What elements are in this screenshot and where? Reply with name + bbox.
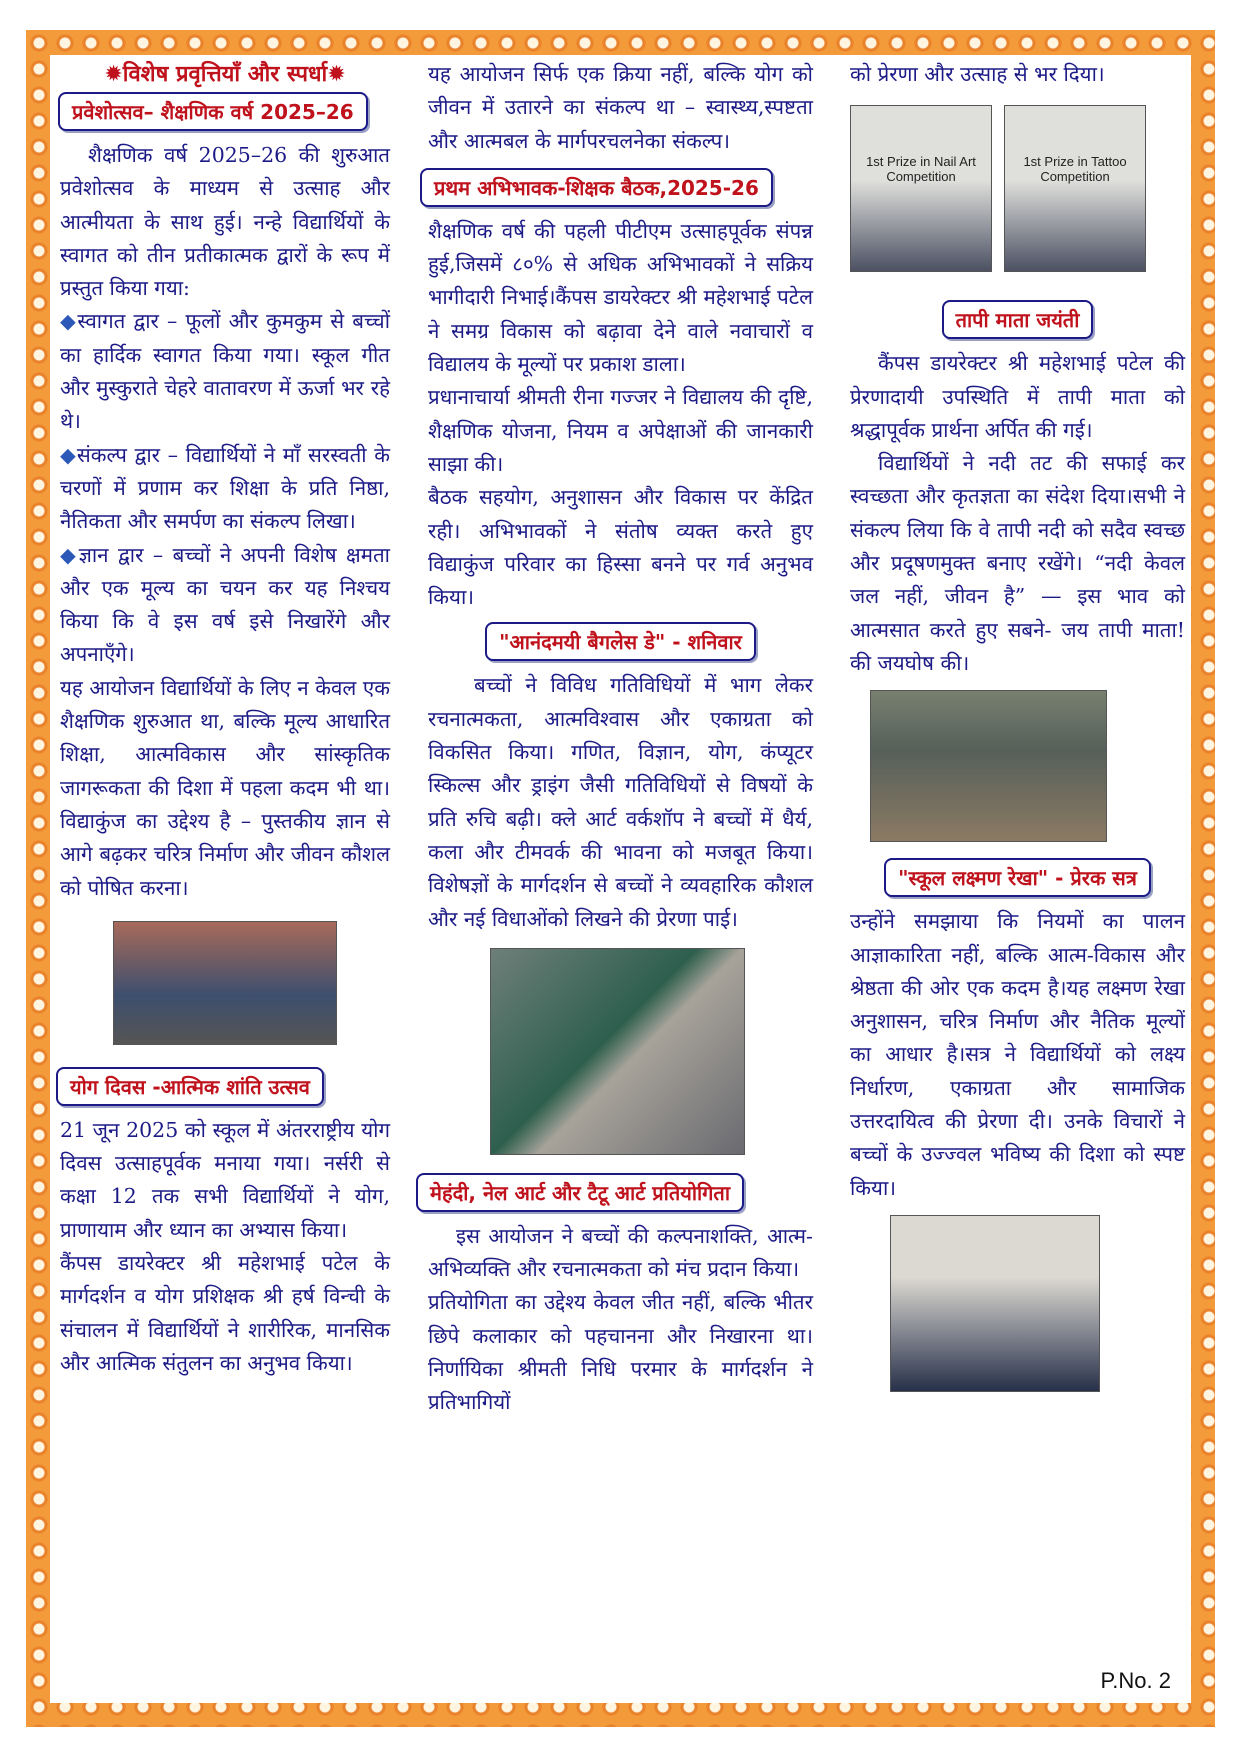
bagless-day-collage-photo — [490, 948, 745, 1155]
section-head-yoga-day: योग दिवस -आत्मिक शांति उत्सव — [56, 1067, 324, 1106]
ptm-p2: प्रधानाचार्या श्रीमती रीना गज्जर ने विद्यालय की दृष्टि, शैक्षणिक योजना, नियम व अपेक्षाओं की जानकारी साझा की। — [428, 385, 813, 476]
mehndi-p2: प्रतियोगिता का उद्देश्य केवल जीत नहीं, बल्कि भीतर छिपे कलाकार को पहचानना और निखारना था। निर्णायिका श्रीमती निधि परमार के मार्गदर्शन ने प्रतिभागियों — [428, 1290, 813, 1415]
section-head-praveshotsav: प्रवेशोत्सव– शैक्षणिक वर्ष 2025–26 — [58, 92, 368, 131]
diamond-bullet-icon: ◆ — [60, 442, 77, 467]
river-cleaning-photo — [870, 690, 1107, 842]
tapi-p1: कैंपस डायरेक्टर श्री महेशभाई पटेल की प्रेरणादायी उपस्थिति में तापी माता को श्रद्धापूर्वक प्रार्थना अर्पित की गई। — [850, 351, 1185, 442]
yoga-day-p1: 21 जून 2025 को स्कूल में अंतरराष्ट्रीय योग दिवस उत्साहपूर्वक मनाया गया। नर्सरी से कक्षा 12 तक सभी विद्यार्थियों ने योग, प्राणायाम और ध्यान का अभ्यास किया। — [60, 1117, 390, 1242]
lakshman-rekha-p1: उन्होंने समझाया कि नियमों का पालन आज्ञाकारिता नहीं, बल्कि आत्म-विकास और श्रेष्ठता की ओर एक कदम है।यह लक्ष्मण रेखा अनुशासन, चरित्र निर्माण और नैतिक मूल्यों का आधार है।सत्र ने विद्यार्थियों को लक्ष्य निर्धारण, एकाग्रता और सामाजिक उत्तरदायित्व की प्रेरणा दी। उनके विचारों ने बच्चों के उज्ज्वल भविष्य की दिशा को स्पष्ट किया। — [850, 909, 1185, 1200]
praveshotsav-conclusion: यह आयोजन विद्यार्थियों के लिए न केवल एक शैक्षणिक शुरुआत था, बल्कि मूल्य आधारित शिक्षा, आत्मविकास और सांस्कृतिक जागरूकता की दिशा में पहला कदम भी था। विद्याकुंज का उद्देश्य है – पुस्तकीय ज्ञान से आगे बढ़कर चरित्र निर्माण और जीवन कौशल को पोषित करना। — [60, 675, 390, 900]
tapi-p2: विद्यार्थियों ने नदी तट की सफाई कर स्वच्छता और कृतज्ञता का संदेश दिया।सभी ने संकल्प लिया कि वे तापी नदी को सदैव स्वच्छ और प्रदूषणमुक्त बनाए रखेंगे। “नदी केवल जल नहीं, जीवन है” — इस भाव को आत्मसात करते हुए सबने- जय तापी माता! की जयघोष की। — [850, 451, 1185, 675]
yoga-day-continued: यह आयोजन सिर्फ एक क्रिया नहीं, बल्कि योग को जीवन में उतारने का संकल्प था – स्वास्थ्य,स्पष्टता और आत्मबल के मार्गपरचलनेका संकल्प। — [428, 62, 813, 153]
praveshotsav-bullet-3: ◆ज्ञान द्वार – बच्चों ने अपनी विशेष क्षमता और एक मूल्य का चयन कर यह निश्चय किया कि वे इस वर्ष इसे निखारेंगे और अपनाएँगे। — [60, 542, 390, 667]
column-1 — [60, 58, 390, 1380]
section-head-tapi-mata: तापी माता जयंती — [942, 300, 1094, 339]
yoga-day-p2: कैंपस डायरेक्टर श्री महेशभाई पटेल के मार्गदर्शन व योग प्रशिक्षक श्री हर्ष विन्ची के संचालन में विद्यार्थियों ने शारीरिक, मानसिक और आत्मिक संतुलन का अनुभव किया। — [60, 1251, 390, 1375]
nail-art-prize-photo: 1st Prize in Nail Art Competition — [850, 105, 992, 272]
ptm-p3: बैठक सहयोग, अनुशासन और विकास पर केंद्रित रही। अभिभावकों ने संतोष व्यक्त करते हुए विद्याकुंज परिवार का हिस्सा बनने पर गर्व अनुभव किया। — [428, 485, 813, 610]
praveshotsav-bullet-1: ◆स्वागत द्वार – फूलों और कुमकुम से बच्चों का हार्दिक स्वागत किया गया। स्कूल गीत और मुस्कुराते चेहरे वातावरण में ऊर्जा भर रहे थे। — [60, 309, 391, 434]
diamond-bullet-icon: ◆ — [60, 309, 78, 334]
ptm-p1: शैक्षणिक वर्ष की पहली पीटीएम उत्साहपूर्वक संपन्न हुई,जिसमें ८०% से अधिक अभिभावकों ने सक्रिय भागीदारी निभाई।कैंपस डायरेक्टर श्री महेशभाई पटेल ने समग्र विकास को बढ़ावा देने वाले नवाचारों व विद्यालय के मूल्यों पर प्रकाश डाला। — [428, 218, 813, 377]
diamond-bullet-icon: ◆ — [60, 542, 79, 567]
section-head-lakshman-rekha: "स्कूल लक्ष्मण रेखा" - प्रेरक सत्र — [884, 858, 1151, 897]
tattoo-prize-photo: 1st Prize in Tattoo Competition — [1004, 105, 1146, 272]
column-3 — [850, 58, 1185, 1392]
motivational-session-photo — [890, 1215, 1100, 1392]
section-head-ptm: प्रथम अभिभावक-शिक्षक बैठक,2025-26 — [420, 168, 773, 207]
page-number: P.No. 2 — [1100, 1668, 1171, 1693]
praveshotsav-intro: शैक्षणिक वर्ष 2025–26 की शुरुआत प्रवेशोत्सव के माध्यम से उत्साह और आत्मीयता के साथ हुई। नन्हे विद्यार्थियों के स्वागत को तीन प्रतीकात्मक द्वारों के रूप में प्रस्तुत किया गया: — [60, 143, 390, 301]
bagless-day-p1: बच्चों ने विविध गतिविधियों में भाग लेकर रचनात्मकता, आत्मविश्वास और एकाग्रता को विकसित किया। गणित, विज्ञान, योग, कंप्यूटर स्किल्स और ड्राइंग जैसी गतिविधियों से विषयों के प्रति रुचि बढ़ी। क्ले आर्ट वर्कशॉप ने बच्चों में धैर्य, कला और टीमवर्क की भावना को मजबूत किया।विशेषज्ञों के मार्गदर्शन से बच्चों ने व्यवहारिक कौशल और नई विधाओंको लिखने की प्रेरणा पाई। — [428, 673, 813, 931]
main-title: ✹विशेष प्रवृत्तियाँ और स्पर्धा✹ — [104, 62, 346, 87]
section-head-mehndi-competition: मेहंदी, नेल आर्ट और टैटू आर्ट प्रतियोगिता — [416, 1173, 744, 1212]
section-head-bagless-day: "आनंदमयी बैगलेस डे" - शनिवार — [485, 622, 756, 661]
mehndi-continued: को प्रेरणा और उत्साह से भर दिया। — [850, 62, 1105, 86]
praveshotsav-bullet-2: ◆संकल्प द्वार – विद्यार्थियों ने माँ सरस्वती के चरणों में प्रणाम कर शिक्षा के प्रति निष्ठा, नैतिकता और समर्पण का संकल्प लिखा। — [60, 442, 390, 534]
column-2 — [428, 58, 813, 1420]
mehndi-p1: इस आयोजन ने बच्चों की कल्पनाशक्ति, आत्म-अभिव्यक्ति और रचनात्मकता को मंच प्रदान किया। — [428, 1223, 813, 1282]
praveshotsav-photo — [113, 921, 337, 1045]
prize-photos — [850, 105, 1185, 272]
